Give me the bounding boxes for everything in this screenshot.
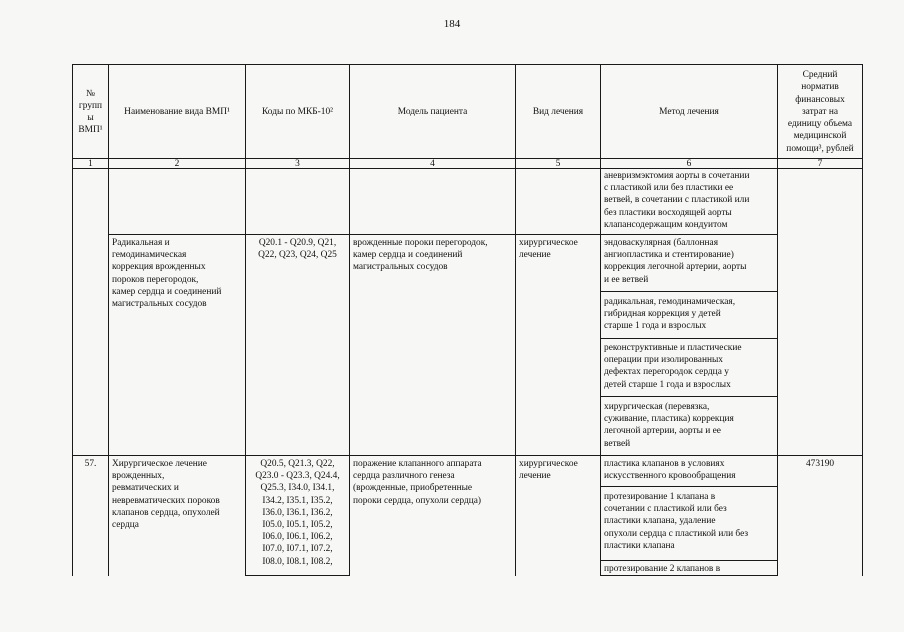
table-border-right [862,64,863,576]
method-separator [600,338,777,339]
column-number: 2 [174,159,180,169]
radical-patient-model: врожденные пороки перегородок, камер сердца и соединений магистральных сосудов [353,238,488,273]
group-57-patient-model: поражение клапанного аппарата сердца различного генеза (врожденные, приобретенные пороки сердца, опухоли сердца) [353,459,482,506]
method-separator [600,560,777,561]
header-patient-model: Модель пациента [397,106,468,117]
radical-icd-codes: Q20.1 - Q20.9, Q21, Q22, Q23, Q24, Q25 [258,238,337,261]
continuation-method-text: аневризмэктомия аорты в сочетании с пластикой или без пластики ее ветвей, в сочетании с пластикой или без пластики восходящей аорты клапансодержащим кондуитом [604,171,750,230]
column-number: 6 [686,159,692,169]
header-icd-codes: Коды по МКБ-10² [262,106,333,117]
radical-vmp-name: Радикальная и гемодинамическая коррекция врожденных пороков перегородок, камер сердца и соединений магистральных сосудов [112,238,222,310]
row-separator-57 [72,455,863,456]
column-number: 5 [555,159,561,169]
group-57-vmp-name: Хирургическое лечение врожденных, ревматических и невревматических пороков клапанов сердца, опухолей сердца [112,459,220,531]
header-group-number: № групп ы ВМП¹ [78,88,103,136]
radical-method-1: эндоваскулярная (баллонная ангиопластика и стентирование) коррекция легочной артерии, аорты и ее ветвей [604,238,747,285]
group-57-number: 57. [84,459,97,469]
radical-method-2: радикальная, гемодинамическая, гибридная коррекция у детей старше 1 года и взрослых [604,297,736,332]
row-separator-radical [108,234,777,235]
radical-method-3: реконструктивные и пластические операции при изолированных дефектах перегородок сердца у детей старше 1 года и взрослых [604,343,742,390]
header-vmp-name: Наименование вида ВМП¹ [124,106,230,117]
group-57-treatment-type: хирургическое лечение [519,459,578,482]
group-57-method-3: протезирование 2 клапанов в [604,564,721,574]
method-separator [600,486,777,487]
column-number: 1 [88,159,93,169]
method-separator [600,291,777,292]
column-number: 4 [430,159,435,169]
codes-bottom-line [245,575,349,576]
table-border-top [72,64,863,65]
group-57-average-cost: 473190 [805,459,835,469]
column-number: 7 [817,159,823,169]
radical-treatment-type: хирургическое лечение [519,238,578,261]
group-57-method-1: пластика клапанов в условиях искусственного кровообращения [604,459,736,482]
page-number: 184 [443,18,461,30]
column-number: 3 [295,159,300,169]
group-57-icd-codes: Q20.5, Q21.3, Q22, Q23.0 - Q23.3, Q24.4, Q25.3, I34.0, I34.1, I34.2, I35.1, I35.2, I36.0, I36.1, I36.2, I05.0, I05.1, I05.2, I06.0, I06.1, I06.2, I07.0, I07.1, I07.2, I08.0, I08.1, I08.2, [255,459,340,567]
header-treatment-type: Вид лечения [532,106,584,117]
header-average-cost: Средний норматив финансовых затрат на единицу объема медицинской помощи³, рублей [786,70,854,154]
radical-method-4: хирургическая (перевязка, суживание, пластика) коррекция легочной артерии, аорты и ее ветвей [604,402,734,449]
method-separator [600,396,777,397]
header-treatment-method: Метод лечения [659,106,719,117]
group-57-method-2: протезирование 1 клапана в сочетании с пластикой или без пластики клапана, удаление опухоли сердца с пластикой или без пластики клапана [604,492,749,551]
